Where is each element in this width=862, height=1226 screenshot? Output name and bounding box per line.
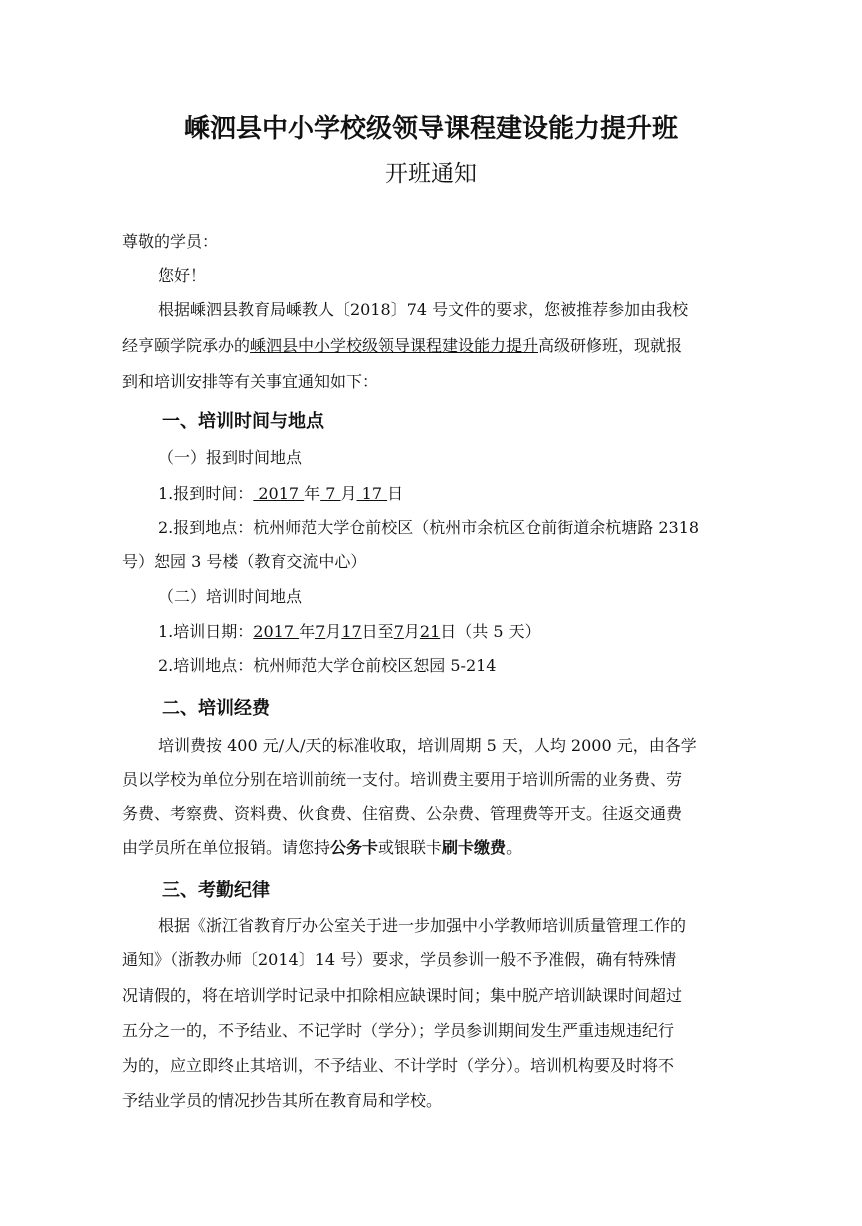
attendance-line-5: 为的，应立即终止其培训，不予结业、不计学时（学分）。培训机构要及时将不 (122, 1056, 675, 1075)
document-subtitle: 开班通知 (385, 161, 477, 187)
course-name: 嵊泗县中小学校级领导课程建设能力提升 (250, 336, 539, 355)
report-day: 17 (356, 484, 388, 503)
attendance-line-6: 予结业学员的情况抄告其所在教育局和学校。 (122, 1091, 443, 1110)
fee-line-3: 务费、考察费、资料费、伙食费、住宿费、公杂费、管理费等开支。往返交通费 (122, 804, 683, 823)
date-unit: 月 (325, 622, 342, 641)
date-unit: 日 (387, 484, 404, 503)
official-card-text: 公务卡 (330, 838, 379, 857)
salutation: 尊敬的学员： (122, 232, 219, 251)
attendance-line-4: 五分之一的，不予结业、不记学时（学分）；学员参训期间发生严重违规违纪行 (122, 1021, 675, 1040)
fee-line-4 (122, 838, 522, 858)
fee-text: 或银联卡 (378, 838, 443, 857)
train-start-month: 7 (315, 622, 326, 641)
attendance-line-2: 通知》（浙教办师〔2014〕14 号）要求，学员参训一般不予准假，确有特殊情 (122, 950, 677, 969)
date-unit: 年 (304, 484, 321, 503)
report-month: 7 (320, 484, 341, 503)
card-payment-text: 刷卡缴费 (442, 838, 507, 857)
fee-line-2: 员以学校为单位分别在培训前统一支付。培训费主要用于培训所需的业务费、劳 (122, 770, 683, 789)
section-1-heading: 一、培训时间与地点 (162, 411, 324, 432)
attendance-line-1: 根据《浙江省教育厅办公室关于进一步加强中小学教师培训质量管理工作的 (158, 916, 687, 935)
fee-text: 由学员所在单位报销。请您持 (122, 838, 331, 857)
date-unit: 月 (340, 484, 357, 503)
date-unit: 日至 (361, 622, 394, 641)
field-label: 1.培训日期： (158, 622, 254, 641)
train-date (158, 622, 541, 642)
date-unit: 年 (299, 622, 316, 641)
report-place-line-1: 2.报到地点：杭州师范大学仓前校区（杭州市余杭区仓前街道余杭塘路 2318 (158, 518, 700, 537)
attendance-line-3: 况请假的，将在培训学时记录中扣除相应缺课时间；集中脱产培训缺课时间超过 (122, 986, 683, 1005)
date-unit: 日（共 5 天） (440, 622, 541, 641)
fee-text: 。 (506, 838, 523, 857)
intro-line-2 (122, 336, 682, 356)
greeting: 您好！ (158, 266, 207, 285)
section-3-heading: 三、考勤纪律 (162, 880, 270, 901)
train-year: 2017 (253, 622, 300, 641)
train-end-month: 7 (393, 622, 404, 641)
section-2-heading: 二、培训经费 (162, 698, 270, 719)
report-place-line-2: 号）恕园 3 号楼（教育交流中心） (122, 552, 367, 571)
intro-line-3: 到和培训安排等有关事宜通知如下： (122, 372, 379, 391)
date-unit: 月 (403, 622, 420, 641)
train-end-day: 21 (419, 622, 441, 641)
report-year: 2017 (253, 484, 305, 503)
subsection-1-heading: （一）报到时间地点 (158, 448, 303, 467)
intro-text: 高级研修班，现就报 (538, 336, 683, 355)
train-start-day: 17 (341, 622, 362, 641)
field-label: 1.报到时间： (158, 484, 254, 503)
fee-line-1: 培训费按 400 元/人/天的标准收取，培训周期 5 天，人均 2000 元，由各学 (158, 736, 697, 755)
subsection-2-heading: （二）培训时间地点 (158, 587, 303, 606)
intro-line-1: 根据嵊泗县教育局嵊教人〔2018〕74 号文件的要求，您被推荐参加由我校 (158, 300, 689, 319)
intro-text: 经亨颐学院承办的 (122, 336, 251, 355)
train-place: 2.培训地点：杭州师范大学仓前校区恕园 5-214 (158, 656, 497, 675)
report-time (158, 484, 403, 504)
document-title: 嵊泗县中小学校级领导课程建设能力提升班 (183, 114, 678, 144)
